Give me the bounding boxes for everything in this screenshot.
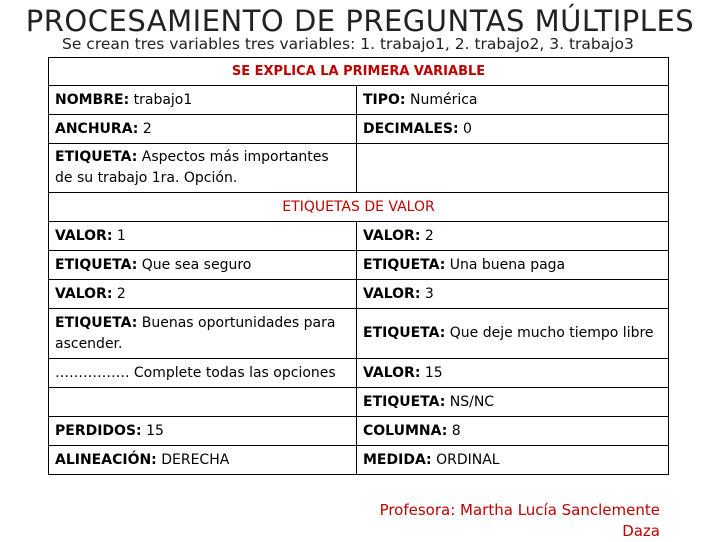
table-row (49, 144, 669, 193)
cell (357, 251, 669, 280)
empty-cell (357, 144, 669, 193)
empty-cell (49, 388, 357, 417)
alineacion-label: ALINEACIÓN: (55, 451, 157, 468)
valor-value: 15 (420, 364, 443, 381)
valor-label: VALOR: (363, 285, 421, 302)
instruction-text: ……………. Complete todas las opciones (55, 364, 336, 381)
anchura-cell (49, 115, 357, 144)
valor-label: VALOR: (363, 364, 421, 381)
cell (49, 446, 357, 475)
table-row (49, 86, 669, 115)
alineacion-value: DERECHA (156, 451, 230, 468)
etiqueta-label: ETIQUETA: (363, 256, 446, 273)
tipo-label: TIPO: (363, 91, 406, 108)
table-row (49, 417, 669, 446)
cell (357, 309, 669, 359)
etiqueta-value: Una buena paga (445, 256, 566, 273)
section-header-primera-variable: SE EXPLICA LA PRIMERA VARIABLE (49, 58, 669, 86)
valor-label: VALOR: (55, 227, 113, 244)
valor-label: VALOR: (363, 227, 421, 244)
anchura-label: ANCHURA: (55, 120, 139, 137)
cell (357, 280, 669, 309)
cell (357, 222, 669, 251)
cell (49, 280, 357, 309)
page-title: PROCESAMIENTO DE PREGUNTAS MÚLTIPLES (25, 4, 695, 38)
table-row (49, 388, 669, 417)
valor-value: 3 (420, 285, 434, 302)
etiqueta-cell (49, 144, 357, 193)
etiqueta-value: Que sea seguro (137, 256, 252, 273)
table-row (49, 222, 669, 251)
etiqueta-label: ETIQUETA: (55, 149, 138, 165)
medida-value: ORDINAL (431, 451, 500, 468)
nombre-value: trabajo1 (129, 91, 193, 108)
etiqueta-value: Buenas oportunidades para ascender. (55, 314, 336, 352)
columna-value: 8 (447, 422, 461, 439)
variables-table (48, 57, 669, 475)
table-row (49, 58, 669, 86)
decimales-label: DECIMALES: (363, 120, 459, 137)
etiqueta-value: Aspectos más importantes de su trabajo 1ra. Opción. (55, 149, 329, 186)
footer-credit: Profesora: Martha Lucía Sanclemente Daza (379, 501, 660, 540)
medida-label: MEDIDA: (363, 451, 432, 468)
cell (49, 251, 357, 280)
cell (49, 309, 357, 359)
anchura-value: 2 (138, 120, 152, 137)
cell (357, 417, 669, 446)
etiqueta-label: ETIQUETA: (363, 393, 446, 410)
cell (49, 417, 357, 446)
cell (357, 388, 669, 417)
valor-label: VALOR: (55, 285, 113, 302)
table-row (49, 193, 669, 222)
table-row (49, 115, 669, 144)
cell (49, 222, 357, 251)
section-header-etiquetas-valor: ETIQUETAS DE VALOR (49, 193, 669, 222)
etiqueta-value: Que deje mucho tiempo libre (445, 325, 654, 341)
perdidos-label: PERDIDOS: (55, 422, 142, 439)
cell (49, 359, 357, 388)
table-row (49, 359, 669, 388)
nombre-cell (49, 86, 357, 115)
etiqueta-label: ETIQUETA: (363, 325, 446, 341)
tipo-cell (357, 86, 669, 115)
etiqueta-label: ETIQUETA: (55, 314, 138, 331)
etiqueta-value: NS/NC (445, 393, 495, 410)
table-row (49, 446, 669, 475)
decimales-cell (357, 115, 669, 144)
nombre-label: NOMBRE: (55, 91, 130, 108)
columna-label: COLUMNA: (363, 422, 448, 439)
valor-value: 2 (112, 285, 126, 302)
table-row (49, 309, 669, 359)
tipo-value: Numérica (405, 91, 478, 108)
decimales-value: 0 (458, 120, 472, 137)
valor-value: 2 (420, 227, 434, 244)
table-row (49, 280, 669, 309)
etiqueta-label: ETIQUETA: (55, 256, 138, 273)
cell (357, 359, 669, 388)
subtitle: Se crean tres variables tres variables: 1. trabajo1, 2. trabajo2, 3. trabajo3 (62, 35, 634, 53)
cell (357, 446, 669, 475)
table-row (49, 251, 669, 280)
valor-value: 1 (112, 227, 126, 244)
perdidos-value: 15 (141, 422, 164, 439)
